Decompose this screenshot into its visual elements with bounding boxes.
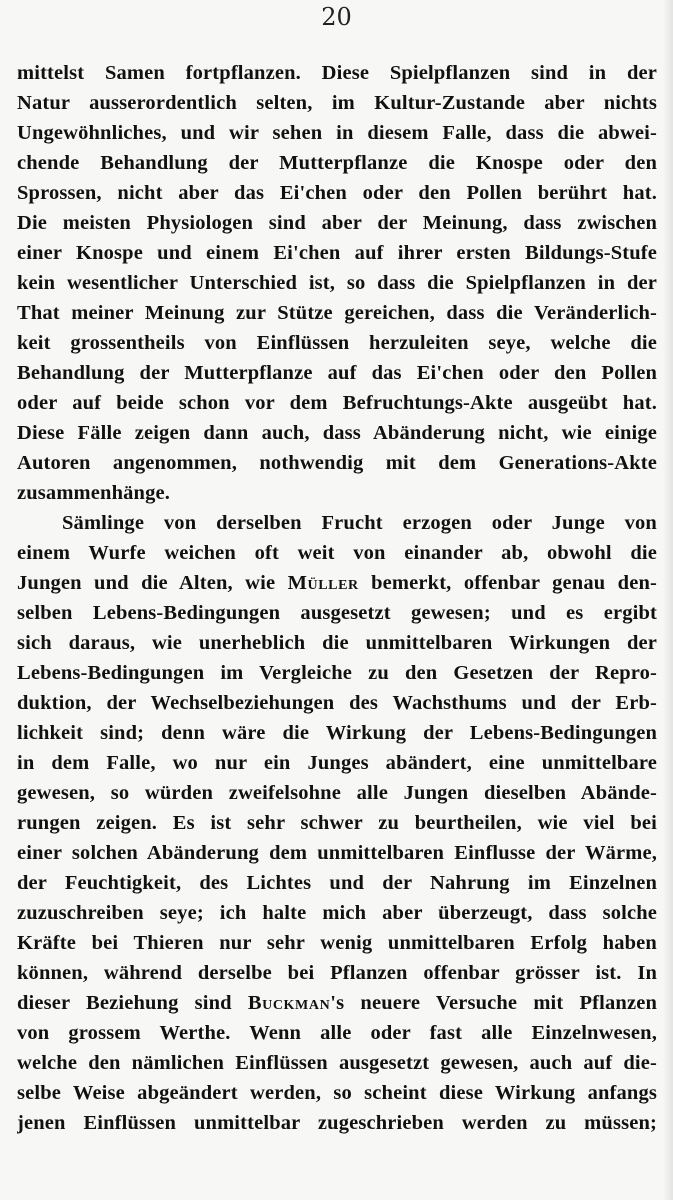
- text-line: selben Lebens-Bedingungen ausgesetzt gewesen; und es ergibt: [17, 602, 657, 624]
- text-segment: dieser Beziehung sind: [17, 992, 248, 1014]
- text-line: Lebens-Bedingungen im Vergleiche zu den Gesetzen der Repro-: [17, 662, 657, 684]
- text-segment: Jungen und die Alten, wie: [17, 572, 288, 594]
- text-line: welche den nämlichen Einflüssen ausgesetzt gewesen, auch auf die-: [17, 1052, 657, 1074]
- text-line: duktion, der Wechselbeziehungen des Wachsthums und der Erb-: [17, 692, 657, 714]
- text-line: Behandlung der Mutterpflanze auf das Ei'chen oder den Pollen: [17, 362, 657, 384]
- text-line: [17, 568, 657, 598]
- text-line: Sämlinge von derselben Frucht erzogen oder Junge von: [62, 512, 657, 534]
- page-number: 20: [321, 3, 352, 31]
- text-line: der Feuchtigkeit, des Lichtes und der Nahrung im Einzelnen: [17, 872, 657, 894]
- page-edge-shadow: [663, 0, 673, 1200]
- text-line: kein wesentlicher Unterschied ist, so dass die Spielpflanzen in der: [17, 272, 657, 294]
- text-line: einer Knospe und einem Ei'chen auf ihrer ersten Bildungs-Stufe: [17, 242, 657, 264]
- text-line: von grossem Werthe. Wenn alle oder fast alle Einzelnwesen,: [17, 1022, 657, 1044]
- text-line: Kräfte bei Thieren nur sehr wenig unmittelbaren Erfolg haben: [17, 932, 657, 954]
- text-line: Natur ausserordentlich selten, im Kultur-Zustande aber nichts: [17, 92, 657, 114]
- text-line: Die meisten Physiologen sind aber der Meinung, dass zwischen: [17, 212, 657, 234]
- text-line: einer solchen Abänderung dem unmittelbaren Einflusse der Wärme,: [17, 842, 657, 864]
- text-line: in dem Falle, wo nur ein Junges abändert, eine unmittelbare: [17, 752, 657, 774]
- text-line: keit grossentheils von Einflüssen herzuleiten seye, welche die: [17, 332, 657, 354]
- text-line: oder auf beide schon vor dem Befruchtungs-Akte ausgeübt hat.: [17, 392, 657, 414]
- text-line: gewesen, so würden zweifelsohne alle Jungen dieselben Abände-: [17, 782, 657, 804]
- text-line: Diese Fälle zeigen dann auch, dass Abänderung nicht, wie einige: [17, 422, 657, 444]
- text-line: Autoren angenommen, nothwendig mit dem Generations-Akte: [17, 452, 657, 474]
- text-line: Ungewöhnliches, und wir sehen in diesem Falle, dass die abwei-: [17, 122, 657, 144]
- text-segment: 's neuere Versuche mit Pflanzen: [330, 992, 657, 1014]
- author-name: Buckman: [247, 992, 331, 1014]
- text-line: zuzuschreiben seye; ich halte mich aber überzeugt, dass solche: [17, 902, 657, 924]
- text-line: sich daraus, wie unerheblich die unmittelbaren Wirkungen der: [17, 632, 657, 654]
- text-line: [17, 988, 657, 1018]
- text-segment: bemerkt, offenbar genau den-: [358, 572, 657, 594]
- text-line: Sprossen, nicht aber das Ei'chen oder den Pollen berührt hat.: [17, 182, 657, 204]
- text-line: chende Behandlung der Mutterpflanze die Knospe oder den: [17, 152, 657, 174]
- text-line: zusammenhänge.: [17, 482, 171, 504]
- text-line: selbe Weise abgeändert werden, so scheint diese Wirkung anfangs: [17, 1082, 657, 1104]
- text-line: That meiner Meinung zur Stütze gereichen, dass die Veränderlich-: [17, 302, 657, 324]
- author-name: Müller: [287, 572, 359, 594]
- text-line: rungen zeigen. Es ist sehr schwer zu beurtheilen, wie viel bei: [17, 812, 657, 834]
- text-line: jenen Einflüssen unmittelbar zugeschrieben werden zu müssen;: [17, 1112, 657, 1134]
- text-line: lichkeit sind; denn wäre die Wirkung der Lebens-Bedingungen: [17, 722, 657, 744]
- text-line: mittelst Samen fortpflanzen. Diese Spielpflanzen sind in der: [17, 62, 657, 84]
- body-text: [17, 58, 657, 1138]
- text-line: können, während derselbe bei Pflanzen offenbar grösser ist. In: [17, 962, 657, 984]
- text-line: einem Wurfe weichen oft weit von einander ab, obwohl die: [17, 542, 657, 564]
